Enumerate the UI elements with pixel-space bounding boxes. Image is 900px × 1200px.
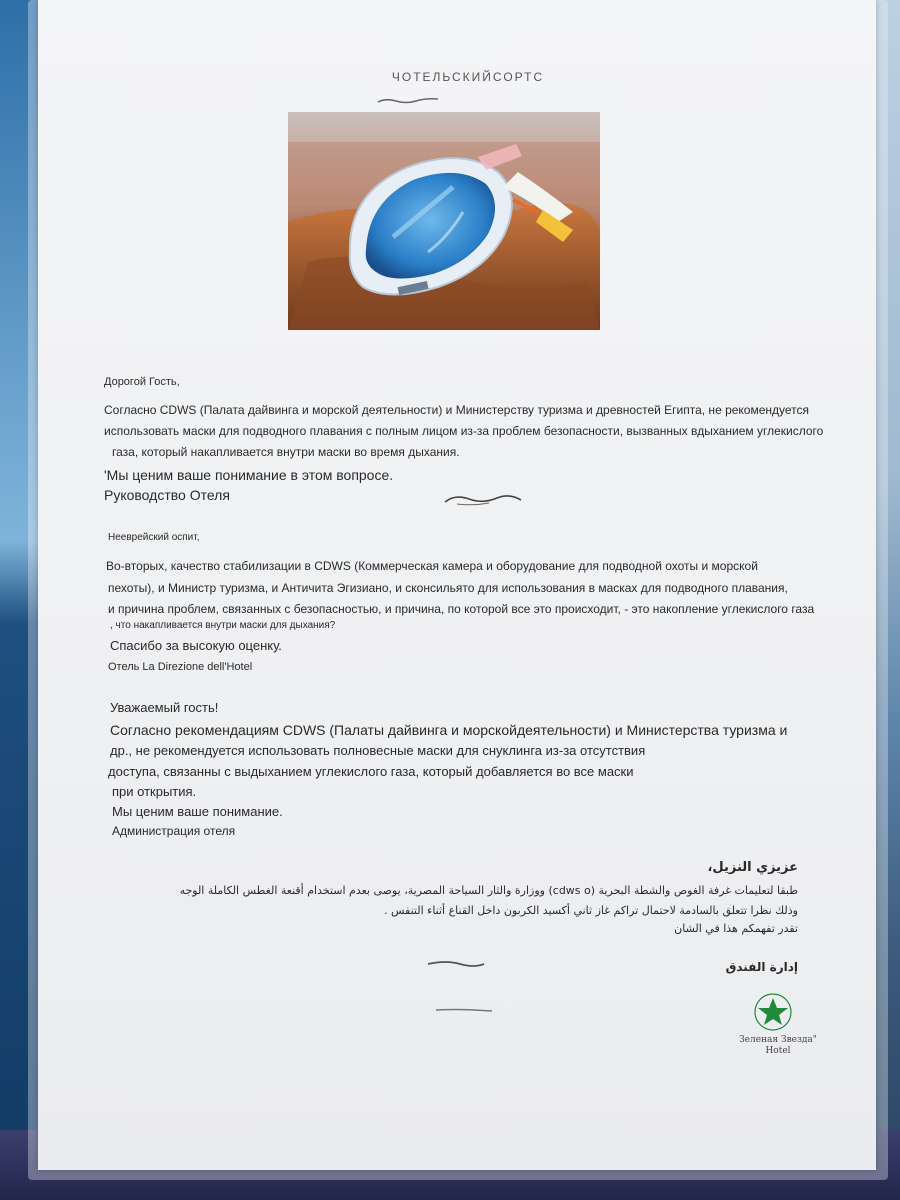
logo-line1: Зеленая Звезда" (739, 1035, 817, 1045)
snorkel-mask-photo (288, 112, 600, 330)
section3-greeting: Уважаемый гость! (110, 700, 219, 715)
section1-thanks: 'Мы ценим ваше понимание в этом вопросе. (104, 467, 394, 483)
hotel-logo-text (728, 1035, 828, 1057)
section1-line3: газа, который накапливается внутри маски во время дыхания. (112, 445, 460, 459)
section2-line4: , что накапливается внутри маски для дыхания? (110, 620, 336, 631)
header-title: ЧОТЕЛЬСКИЙСОРТС (391, 70, 545, 84)
section1-signoff: Руководство Отеля (104, 487, 230, 503)
section2-line3: и причина проблем, связанных с безопасностью, и причина, по которой все это происходит, - это накопление углекислого газа (108, 602, 815, 616)
section1-line2: использовать маски для подводного плавания с полным лицом из-за проблем безопасности, вызванных вдыханием углекислого (104, 424, 824, 438)
section3-line1: Согласно рекомендациям CDWS (Палаты дайвинга и морскойдеятельности) и Министерства туризма и (110, 722, 788, 738)
section3-signoff: Администрация отеля (112, 824, 236, 838)
section4-line1: طبقا لتعليمات غرفة الغوص والشطة البحرية (cdws o) ووزارة والثار السياحة المصرية، يوصى بعدم استخدام أقنعة الغطس الكاملة الوجه (179, 884, 798, 897)
section2-thanks: Спасибо за высокую оценку. (110, 638, 282, 653)
section4-greeting: عزيزي النزيل، (707, 860, 798, 875)
section4-signature-1 (426, 958, 486, 970)
section2-line1: Во-вторых, качество стабилизации в CDWS (Коммерческая камера и оборудование для подводной охоты и морской (106, 559, 758, 573)
section3-line4: при открытия. (112, 784, 197, 799)
section4-signoff: إدارة الفندق (725, 960, 798, 974)
section4-signature-2 (434, 1004, 494, 1016)
section3-thanks: Мы ценим ваше понимание. (112, 804, 283, 819)
section2-signoff: Отель La Direzione dell'Hotel (108, 661, 253, 673)
logo-line2: Hotel (765, 1046, 791, 1056)
section2-line2: пехоты), и Министр туризма, и Античита Эгизиано, и сконсильято для использования в масках для подводного плавания, (108, 581, 788, 595)
section2-greeting: Неевpейский оспит, (108, 532, 200, 543)
section1-signature (443, 490, 523, 508)
notice-sheet (38, 0, 876, 1170)
section1-line1: Согласно CDWS (Палата дайвинга и морской деятельности) и Министерству туризма и древностей Египта, не рекомендуется (104, 403, 810, 417)
header-signature (376, 96, 440, 106)
section3-line3: доступа, связанны с выдыханием углекислого газа, который добавляется во все маски (108, 764, 634, 779)
section3-line2: др., не рекомендуется использовать полновесные маски для снуклинга из-за отсутствия (110, 743, 646, 758)
section4-line2: وذلك نظرا تتعلق بالسادمة لاحتمال تراكم غاز ثاني أكسيد الكربون داخل القناع أثناء التنفس . (384, 904, 798, 917)
section1-greeting: Дорогой Гость, (104, 376, 180, 388)
section4-line3: تقدر تفهمكم هذا في الشان (674, 922, 798, 935)
hotel-star-logo-icon (750, 992, 796, 1032)
